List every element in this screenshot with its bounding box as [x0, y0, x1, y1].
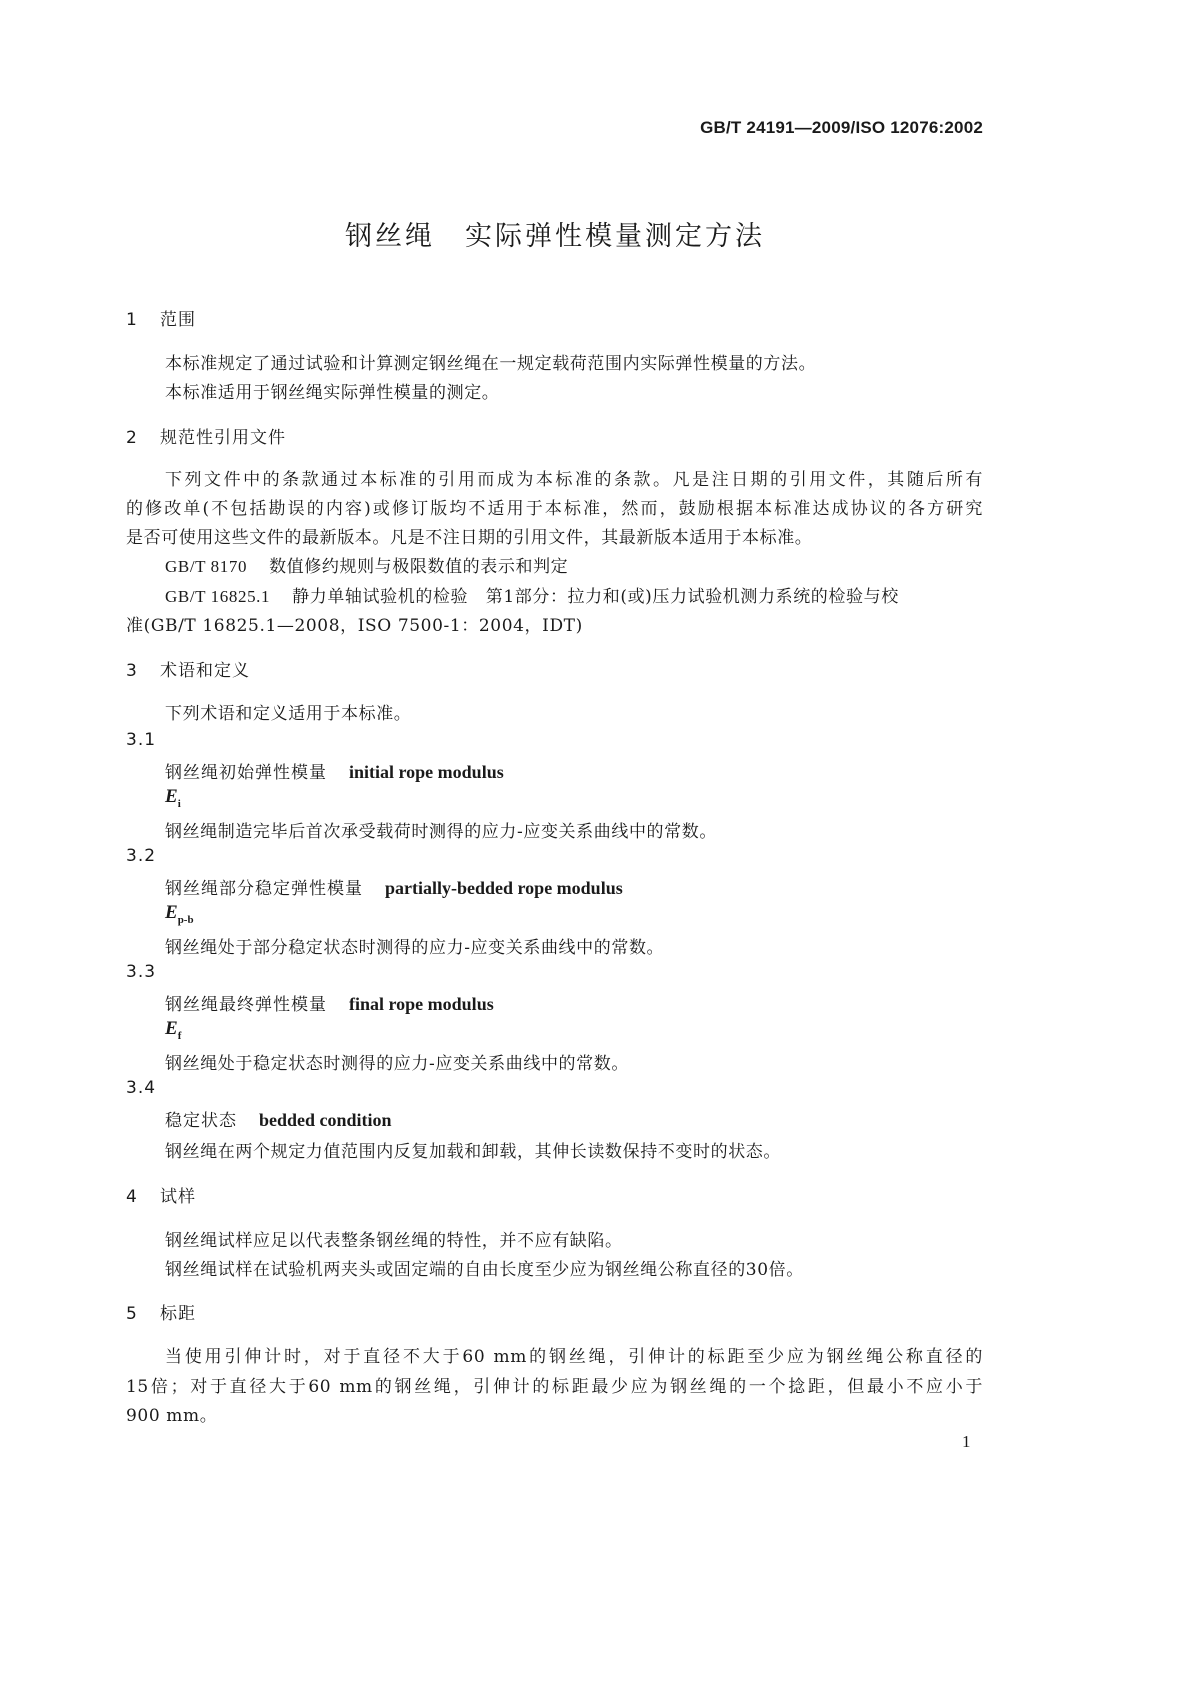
reference-title: 静力单轴试验机的检验 第1部分：拉力和(或)压力试验机测力系统的检验与校 [292, 587, 899, 607]
section-number: 1 [126, 310, 138, 330]
reference-title-continued: 准(GB/T 16825.1—2008，ISO 7500-1：2004，IDT) [126, 616, 583, 636]
reference-code: GB/T 8170 [165, 557, 248, 576]
section-1-heading [126, 305, 196, 330]
section-number: 2 [126, 428, 138, 448]
s3-intro: 下列术语和定义适用于本标准。 [165, 704, 412, 724]
reference-item [165, 582, 899, 607]
term-number: 3.1 [126, 730, 157, 750]
s5-line: 当使用引伸计时，对于直径不大于60 mm的钢丝绳，引伸计的标距至少应为钢丝绳公称直径的 [165, 1347, 983, 1367]
term-cn: 稳定状态 [165, 1111, 237, 1131]
term-number: 3.4 [126, 1078, 157, 1098]
section-title: 试样 [160, 1187, 196, 1207]
s1-paragraph: 本标准规定了通过试验和计算测定钢丝绳在一规定载荷范围内实际弹性模量的方法。 [165, 354, 817, 374]
page-number: 1 [962, 1432, 971, 1451]
term-definition: 钢丝绳制造完毕后首次承受载荷时测得的应力-应变关系曲线中的常数。 [165, 822, 717, 842]
s4-paragraph: 钢丝绳试样在试验机两夹头或固定端的自由长度至少应为钢丝绳公称直径的30倍。 [165, 1260, 804, 1280]
section-title: 术语和定义 [160, 661, 250, 681]
term-en: initial rope modulus [349, 762, 504, 782]
term-number: 3.3 [126, 962, 157, 982]
term-cn: 钢丝绳初始弹性模量 [165, 763, 327, 783]
term-symbol: $E_f$ [165, 1018, 182, 1042]
section-2-heading [126, 423, 286, 448]
s5-line: 900 mm。 [126, 1406, 218, 1426]
term-en: partially-bedded rope modulus [385, 878, 623, 898]
section-4-heading [126, 1182, 196, 1207]
term-cn: 钢丝绳最终弹性模量 [165, 995, 327, 1015]
term-cn: 钢丝绳部分稳定弹性模量 [165, 879, 363, 899]
section-3-heading [126, 656, 250, 681]
section-title: 标距 [160, 1304, 196, 1324]
s5-line: 15倍；对于直径大于60 mm的钢丝绳，引伸计的标距最少应为钢丝绳的一个捻距，但最小不应小于 [126, 1377, 983, 1397]
s1-paragraph: 本标准适用于钢丝绳实际弹性模量的测定。 [165, 383, 500, 403]
term-heading [165, 1106, 392, 1131]
section-number: 5 [126, 1304, 138, 1324]
reference-title: 数值修约规则与极限数值的表示和判定 [269, 557, 569, 577]
section-title: 规范性引用文件 [160, 428, 286, 448]
term-definition: 钢丝绳处于稳定状态时测得的应力-应变关系曲线中的常数。 [165, 1054, 629, 1074]
s2-intro-line: 下列文件中的条款通过本标准的引用而成为本标准的条款。凡是注日期的引用文件，其随后所有 [165, 470, 983, 490]
term-heading [165, 758, 504, 783]
section-number: 4 [126, 1187, 138, 1207]
reference-code: GB/T 16825.1 [165, 587, 271, 606]
section-5-heading [126, 1299, 196, 1324]
document-title: 钢丝绳 实际弹性模量测定方法 [345, 221, 765, 252]
section-number: 3 [126, 661, 138, 681]
term-symbol: $E_i$ [165, 786, 181, 810]
term-definition: 钢丝绳在两个规定力值范围内反复加载和卸载，其伸长读数保持不变时的状态。 [165, 1142, 781, 1162]
s2-intro-line: 是否可使用这些文件的最新版本。凡是不注日期的引用文件，其最新版本适用于本标准。 [126, 528, 813, 548]
reference-item [165, 552, 568, 577]
term-en: bedded condition [259, 1110, 392, 1130]
term-heading [165, 990, 494, 1015]
standard-number: GB/T 24191—2009/ISO 12076:2002 [700, 118, 983, 137]
term-symbol: $E_{p-b}$ [165, 902, 194, 926]
section-title: 范围 [160, 310, 196, 330]
term-en: final rope modulus [349, 994, 494, 1014]
term-definition: 钢丝绳处于部分稳定状态时测得的应力-应变关系曲线中的常数。 [165, 938, 665, 958]
s2-intro-line: 的修改单(不包括勘误的内容)或修订版均不适用于本标准，然而，鼓励根据本标准达成协议的各方研究 [126, 499, 983, 519]
term-heading [165, 874, 623, 899]
term-number: 3.2 [126, 846, 157, 866]
s4-paragraph: 钢丝绳试样应足以代表整条钢丝绳的特性，并不应有缺陷。 [165, 1231, 623, 1251]
